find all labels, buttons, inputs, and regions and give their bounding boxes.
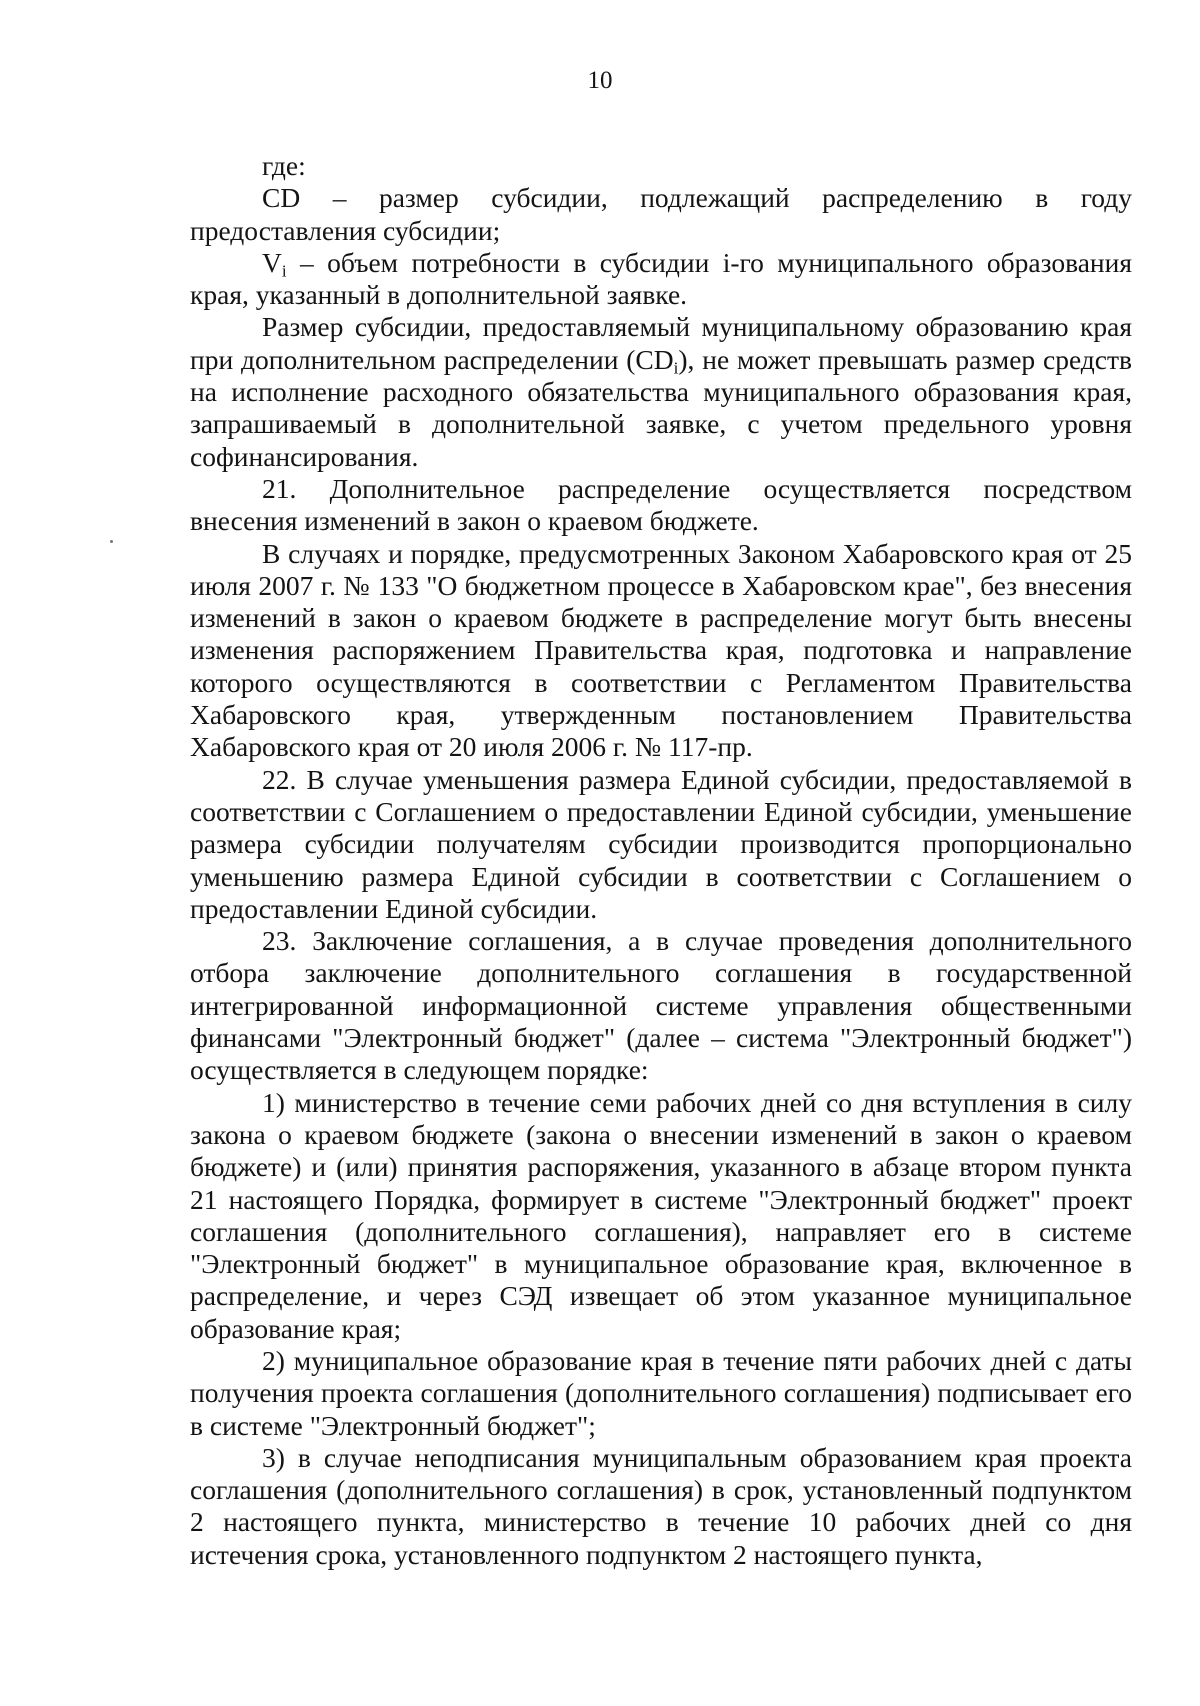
paragraph-item-22: 22. В случае уменьшения размера Единой субсидии, предоставляемой в соответствии с Соглашением о предоставлении Единой субсидии, уменьшение размера субсидии получателям субсидии производится пропорционально уменьшению размера Единой субсидии в соответствии с Соглашением о предоставлении Единой субсидии. — [190, 763, 1132, 924]
subsidy-limit-text-start: Размер субсидии, предоставляемый муниципальному образованию края при дополнительном распределении (CD — [190, 311, 1132, 375]
paragraph-item-23-sub-3: 3) в случае неподписания муниципальным образованием края проекта соглашения (дополнительного соглашения) в срок, установленный подпунктом 2 настоящего пункта, министерство в течение 10 рабочих дней со дня истечения срока, установленного подпунктом 2 настоящего пункта, — [190, 1441, 1132, 1570]
vi-definition-text: – объем потребности в субсидии i-го муниципального образования края, указанный в дополнительной заявке. — [190, 246, 1132, 311]
document-body — [190, 150, 1132, 1571]
paragraph-item-23-sub-1: 1) министерство в течение семи рабочих дней со дня вступления в силу закона о краевом бюджете (закона о внесении изменений в закон о краевом бюджете) и (или) принятия распоряжения, указанного в абзаце втором пункта 21 настоящего Порядка, формирует в системе "Электронный бюджет" проект соглашения (дополнительного соглашения), направляет его в системе "Электронный бюджет" в муниципальное образование края, включенное в распределение, и через СЭД извещает об этом указанное муниципальное образование края; — [190, 1086, 1132, 1344]
cdi-subscript: i — [673, 358, 679, 378]
paragraph-item-21-cases: В случаях и порядке, предусмотренных Законом Хабаровского края от 25 июля 2007 г. № 133 "О бюджетном процессе в Хабаровском крае", без внесения изменений в закон о краевом бюджете в распределение могут быть внесены изменения распоряжением Правительства края, подготовка и направление которого осуществляются в соответствии с Регламентом Правительства Хабаровского края, утвержденным постановлением Правительства Хабаровского края от 20 июля 2006 г. № 117-пр. — [190, 537, 1132, 763]
scan-speck — [110, 540, 113, 543]
paragraph-cd-definition: CD – размер субсидии, подлежащий распределению в году предоставления субсидии; — [190, 182, 1132, 246]
paragraph-item-21: 21. Дополнительное распределение осуществляется посредством внесения изменений в закон о краевом бюджете. — [190, 472, 1132, 537]
paragraph-item-23: 23. Заключение соглашения, а в случае проведения дополнительного отбора заключение дополнительного соглашения в государственной интегрированной информационной системе управления общественными финансами "Электронный бюджет" (далее – система "Электронный бюджет") осуществляется в следующем порядке: — [190, 925, 1132, 1086]
paragraph-where: где: — [262, 150, 306, 181]
paragraph-item-23-sub-2: 2) муниципальное образование края в течение пяти рабочих дней с даты получения проекта соглашения (дополнительного соглашения) подписывает его в системе "Электронный бюджет"; — [190, 1344, 1132, 1441]
vi-subscript: i — [281, 261, 287, 281]
page-number: 10 — [587, 67, 613, 94]
vi-symbol: V — [262, 246, 282, 278]
paragraph-vi-definition — [190, 247, 1132, 312]
subsidy-limit-text-end: ), не может превышать размер средств на исполнение расходного обязательства муниципального образования края, запрашиваемый в дополнительной заявке, с учетом предельного уровня софинансирования. — [190, 343, 1132, 472]
paragraph-subsidy-limit — [190, 311, 1132, 472]
